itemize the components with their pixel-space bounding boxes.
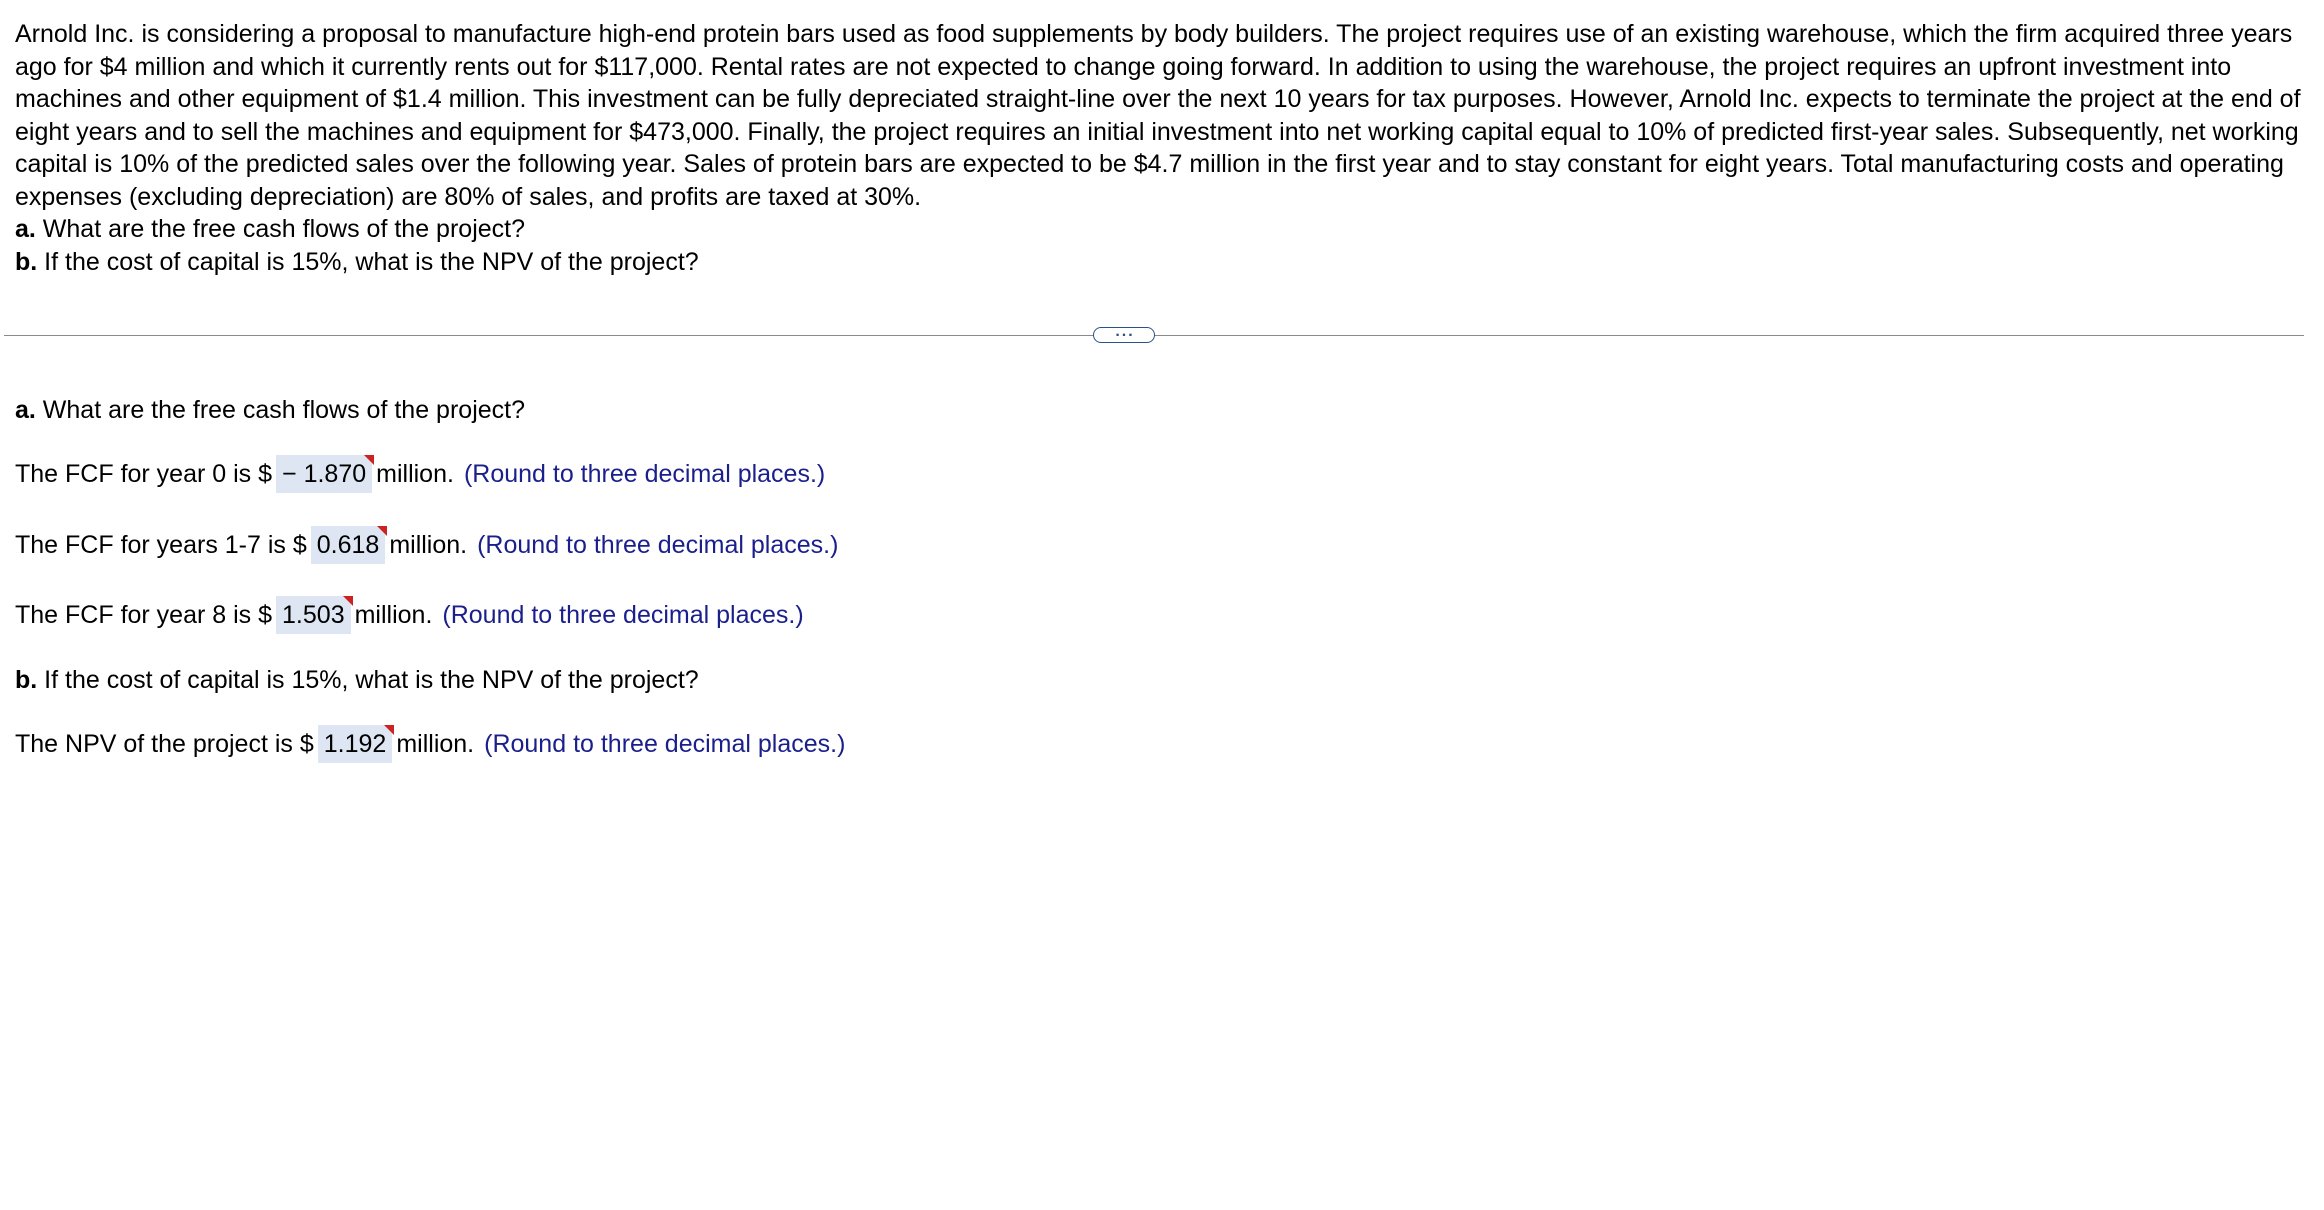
fcf-year0-value: − 1.870: [282, 460, 367, 488]
part-b-text: If the cost of capital is 15%, what is the NPV of the project?: [37, 665, 699, 694]
flag-icon: [377, 526, 387, 536]
flag-icon: [384, 725, 394, 735]
fcf-year0-unit: million.: [376, 459, 454, 488]
npv-label: The NPV of the project is $: [15, 729, 314, 758]
npv-hint: (Round to three decimal places.): [484, 729, 846, 758]
fcf-year0-answer[interactable]: [276, 455, 372, 493]
fcf-years1-7-unit: million.: [389, 530, 468, 559]
part-a-text: What are the free cash flows of the project?: [35, 395, 525, 424]
fcf-year0-hint: (Round to three decimal places.): [463, 459, 826, 488]
part-a-prefix: a.: [15, 395, 36, 424]
npv-unit: million.: [396, 729, 475, 758]
expand-button[interactable]: [1093, 323, 1155, 343]
flag-icon: [364, 455, 374, 465]
fcf-year8-hint: (Round to three decimal places.): [442, 600, 804, 629]
fcf-year8-unit: million.: [354, 600, 433, 629]
fcf-year0-label: The FCF for year 0 is $: [15, 459, 273, 488]
npv-value: 1.192: [323, 730, 387, 758]
part-b-prefix: b.: [15, 665, 38, 694]
fcf-years1-7-value: 0.618: [316, 531, 380, 559]
npv-row: [15, 724, 845, 764]
question-b-prefix: b.: [15, 247, 38, 276]
ellipsis-icon: ...: [1115, 323, 1135, 340]
fcf-year0-row: [15, 454, 825, 494]
question-b: [15, 246, 2305, 279]
question-a: [15, 213, 2305, 246]
npv-answer[interactable]: [318, 725, 393, 763]
fcf-years1-7-hint: (Round to three decimal places.): [477, 530, 839, 559]
fcf-years1-7-label: The FCF for years 1-7 is $: [15, 530, 307, 559]
fcf-years1-7-row: [15, 525, 838, 565]
fcf-year8-row: [15, 595, 804, 635]
problem-text: Arnold Inc. is considering a proposal to manufacture high-end protein bars used as food supplements by body builders. The project requires use of an existing warehouse, which the firm acquired three years ago for $4 million and which it currently rents out for $117,000. Rental rates are not expected to change going forward. In addition to using the warehouse, the project requires an upfront investment into machines and other equipment of $1.4 million. This investment can be fully depreciated straight-line over the next 10 years for tax purposes. However, Arnold Inc. expects to terminate the project at the end of eight years and to sell the machines and equipment for $473,000. Finally, the project requires an initial investment into net working capital equal to 10% of predicted first-year sales. Subsequently, net working capital is 10% of the predicted sales over the following year. Sales of protein bars are expected to be $4.7 million in the first year and to stay constant for eight years. Total manufacturing costs and operating expenses (excluding depreciation) are 80% of sales, and profits are taxed at 30%.: [15, 20, 2301, 211]
fcf-years1-7-answer[interactable]: [311, 526, 386, 564]
flag-icon: [343, 596, 353, 606]
question-a-prefix: a.: [15, 215, 36, 243]
fcf-year8-label: The FCF for year 8 is $: [15, 600, 273, 629]
question-a-text: What are the free cash flows of the project?: [35, 215, 525, 243]
part-a-heading: [15, 390, 525, 430]
question-b-text: If the cost of capital is 15%, what is the NPV of the project?: [37, 247, 699, 276]
fcf-year8-answer[interactable]: [276, 596, 351, 634]
fcf-year8-value: 1.503: [282, 601, 345, 629]
part-b-heading: [15, 660, 699, 700]
problem-statement: [15, 18, 2305, 278]
